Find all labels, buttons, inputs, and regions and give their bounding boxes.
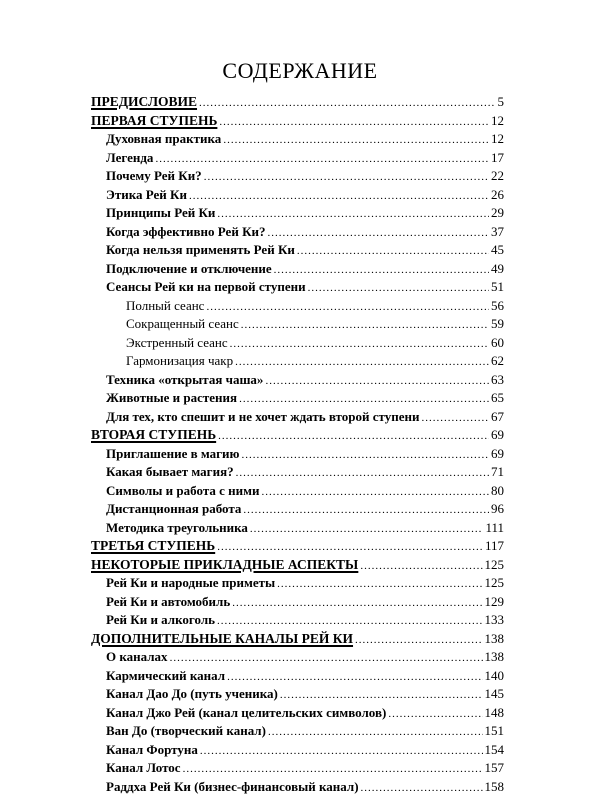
leader-dots: [155, 150, 489, 168]
toc-entry[interactable]: [91, 389, 504, 408]
toc-entry-page: 12: [491, 130, 504, 149]
toc-entry-page: 138: [485, 648, 505, 667]
toc-entry-page: 37: [491, 223, 504, 242]
leader-dots: [200, 742, 483, 760]
leader-dots: [361, 779, 483, 796]
leader-dots: [189, 187, 489, 205]
toc-entry-label: Почему Рей Ки?: [106, 167, 202, 186]
toc-entry-page: 5: [498, 93, 505, 112]
toc-entry-page: 56: [491, 297, 504, 316]
leader-dots: [227, 668, 482, 686]
toc-entry[interactable]: [91, 500, 504, 519]
toc-entry-page: 12: [491, 112, 504, 131]
toc-entry-label: Техника «открытая чаша»: [106, 371, 263, 390]
toc-entry-label: О каналах: [106, 648, 168, 667]
toc-entry-label: Подключение и отключение: [106, 260, 272, 279]
toc-entry-page: 69: [491, 445, 504, 464]
leader-dots: [265, 372, 489, 390]
toc-entry-page: 111: [485, 519, 504, 538]
toc-entry-page: 140: [485, 667, 505, 686]
toc-entry-label: Рей Ки и народные приметы: [106, 574, 275, 593]
toc-entry-page: 129: [485, 593, 505, 612]
toc-entry[interactable]: [91, 593, 504, 612]
toc-entry-page: 96: [491, 500, 504, 519]
toc-entry-page: 60: [491, 334, 504, 353]
leader-dots: [183, 760, 483, 778]
toc-entry[interactable]: [91, 482, 504, 501]
leader-dots: [217, 612, 483, 630]
leader-dots: [421, 409, 489, 427]
leader-dots: [206, 298, 489, 316]
toc-entry-label: ПЕРВАЯ СТУПЕНЬ: [91, 112, 217, 131]
toc-entry-label: Животные и растения: [106, 389, 237, 408]
toc-entry-page: 125: [485, 574, 505, 593]
toc-entry-page: 67: [491, 408, 504, 427]
toc-entry-page: 138: [485, 630, 505, 649]
toc-entry-label: Рей Ки и алкоголь: [106, 611, 215, 630]
toc-entry-label: Канал Фортуна: [106, 741, 198, 760]
toc-entry[interactable]: [91, 278, 504, 297]
page-title: СОДЕРЖАНИЕ: [0, 58, 600, 84]
toc-entry-label: Ван До (творческий канал): [106, 722, 266, 741]
leader-dots: [223, 131, 489, 149]
toc-entry-label: ПРЕДИСЛОВИЕ: [91, 93, 197, 112]
leader-dots: [239, 390, 489, 408]
leader-dots: [360, 557, 482, 575]
toc-entry[interactable]: [91, 685, 504, 704]
leader-dots: [241, 316, 489, 334]
toc-entry[interactable]: [91, 204, 504, 223]
leader-dots: [268, 723, 483, 741]
toc-entry-first-level[interactable]: [91, 112, 504, 131]
toc-entry-label: Рей Ки и автомобиль: [106, 593, 230, 612]
toc-entry-label: ВТОРАЯ СТУПЕНЬ: [91, 426, 216, 445]
toc-entry[interactable]: [91, 722, 504, 741]
toc-subentry[interactable]: [91, 334, 504, 353]
toc-entry-page: 125: [485, 556, 505, 575]
toc-entry-page: 22: [491, 167, 504, 186]
toc-entry-page: 157: [485, 759, 505, 778]
toc-entry-label: Когда эффективно Рей Ки?: [106, 223, 266, 242]
toc-entry-label: Полный сеанс: [126, 297, 204, 316]
leader-dots: [297, 242, 489, 260]
toc-entry[interactable]: [91, 519, 504, 538]
leader-dots: [232, 594, 482, 612]
toc-entry[interactable]: [91, 130, 504, 149]
leader-dots: [277, 575, 482, 593]
toc-entry-label: Канал Дао До (путь ученика): [106, 685, 278, 704]
leader-dots: [355, 631, 482, 649]
toc-entry-label: НЕКОТОРЫЕ ПРИКЛАДНЫЕ АСПЕКТЫ: [91, 556, 358, 575]
table-of-contents: [91, 93, 504, 796]
leader-dots: [250, 520, 484, 538]
toc-entry-page: 133: [485, 611, 505, 630]
leader-dots: [261, 483, 489, 501]
leader-dots: [274, 261, 489, 279]
toc-entry-label: Принципы Рей Ки: [106, 204, 215, 223]
toc-entry-label: Духовная практика: [106, 130, 221, 149]
toc-entry[interactable]: [91, 186, 504, 205]
leader-dots: [268, 224, 490, 242]
toc-entry[interactable]: [91, 260, 504, 279]
leader-dots: [235, 353, 489, 371]
toc-entry-label: Раддха Рей Ки (бизнес-финансовый канал): [106, 778, 359, 796]
toc-entry-page: 117: [485, 537, 504, 556]
toc-entry-page: 151: [485, 722, 505, 741]
toc-entry-label: Легенда: [106, 149, 153, 168]
toc-entry-page: 154: [485, 741, 505, 760]
leader-dots: [219, 113, 489, 131]
toc-entry-label: Приглашение в магию: [106, 445, 239, 464]
toc-entry-page: 45: [491, 241, 504, 260]
leader-dots: [280, 686, 483, 704]
toc-entry[interactable]: [91, 574, 504, 593]
toc-entry-label: Канал Лотос: [106, 759, 181, 778]
toc-entry[interactable]: [91, 167, 504, 186]
toc-entry[interactable]: [91, 149, 504, 168]
leader-dots: [308, 279, 489, 297]
toc-entry-label: ТРЕТЬЯ СТУПЕНЬ: [91, 537, 215, 556]
leader-dots: [230, 335, 489, 353]
toc-entry-label: Какая бывает магия?: [106, 463, 234, 482]
leader-dots: [217, 205, 489, 223]
toc-entry-applied-aspects[interactable]: [91, 556, 504, 575]
leader-dots: [236, 464, 489, 482]
toc-entry-page: 71: [491, 463, 504, 482]
toc-entry[interactable]: [91, 667, 504, 686]
toc-entry-page: 51: [491, 278, 504, 297]
leader-dots: [170, 649, 483, 667]
toc-entry[interactable]: [91, 778, 504, 796]
toc-entry-page: 148: [485, 704, 505, 723]
toc-entry-label: Для тех, кто спешит и не хочет ждать второй ступени: [106, 408, 419, 427]
toc-entry[interactable]: [91, 704, 504, 723]
toc-entry[interactable]: [91, 371, 504, 390]
toc-entry-page: 63: [491, 371, 504, 390]
leader-dots: [241, 446, 489, 464]
toc-entry-label: ДОПОЛНИТЕЛЬНЫЕ КАНАЛЫ РЕЙ КИ: [91, 630, 353, 649]
leader-dots: [218, 427, 489, 445]
toc-entry-label: Методика треугольника: [106, 519, 248, 538]
toc-entry-label: Канал Джо Рей (канал целительских символов): [106, 704, 386, 723]
toc-entry[interactable]: [91, 241, 504, 260]
toc-entry[interactable]: [91, 759, 504, 778]
toc-subentry[interactable]: [91, 297, 504, 316]
toc-entry[interactable]: [91, 648, 504, 667]
toc-entry-label: Кармический канал: [106, 667, 225, 686]
leader-dots: [243, 501, 489, 519]
leader-dots: [199, 94, 495, 112]
toc-entry-label: Этика Рей Ки: [106, 186, 187, 205]
leader-dots: [204, 168, 489, 186]
leader-dots: [217, 538, 483, 556]
toc-entry-third-level[interactable]: [91, 537, 504, 556]
toc-entry-label: Сокращенный сеанс: [126, 315, 239, 334]
toc-entry-label: Экстренный сеанс: [126, 334, 228, 353]
toc-entry[interactable]: [91, 223, 504, 242]
toc-entry[interactable]: [91, 445, 504, 464]
toc-entry[interactable]: [91, 463, 504, 482]
toc-entry-additional-channels[interactable]: [91, 630, 504, 649]
toc-entry-preface[interactable]: [91, 93, 504, 112]
toc-entry-page: 59: [491, 315, 504, 334]
leader-dots: [388, 705, 482, 723]
toc-entry-page: 69: [491, 426, 504, 445]
toc-entry-page: 80: [491, 482, 504, 501]
toc-entry-page: 26: [491, 186, 504, 205]
toc-entry[interactable]: [91, 611, 504, 630]
toc-entry-page: 65: [491, 389, 504, 408]
toc-subentry[interactable]: [91, 352, 504, 371]
toc-entry-page: 17: [491, 149, 504, 168]
toc-entry-page: 145: [485, 685, 505, 704]
toc-entry-page: 62: [491, 352, 504, 371]
toc-entry-page: 158: [485, 778, 505, 796]
toc-entry-label: Символы и работа с ними: [106, 482, 259, 501]
toc-entry[interactable]: [91, 408, 504, 427]
toc-entry-second-level[interactable]: [91, 426, 504, 445]
toc-subentry[interactable]: [91, 315, 504, 334]
toc-entry-page: 29: [491, 204, 504, 223]
toc-entry-label: Гармонизация чакр: [126, 352, 233, 371]
toc-entry-label: Дистанционная работа: [106, 500, 241, 519]
toc-entry-label: Когда нельзя применять Рей Ки: [106, 241, 295, 260]
toc-entry-label: Сеансы Рей ки на первой ступени: [106, 278, 306, 297]
toc-entry-page: 49: [491, 260, 504, 279]
